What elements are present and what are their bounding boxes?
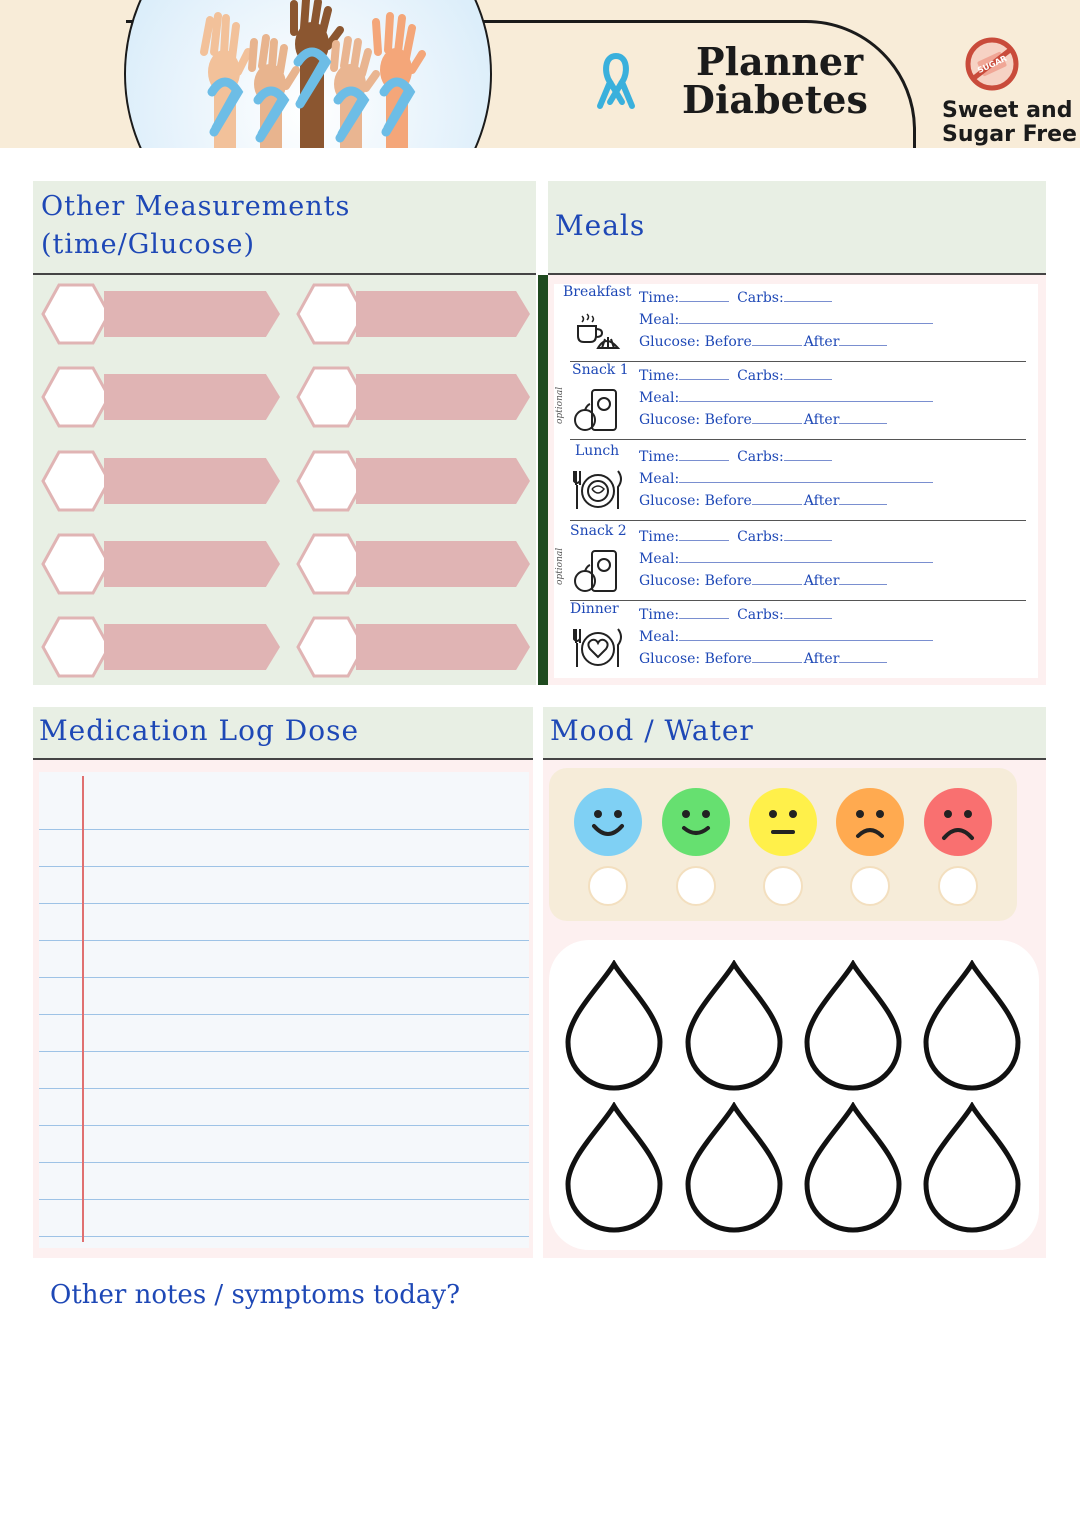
- mood-checkbox-neutral[interactable]: [763, 866, 803, 906]
- medication-header: [33, 707, 533, 760]
- water-drop-icon[interactable]: [922, 960, 1022, 1092]
- meal-description-line[interactable]: [639, 629, 933, 645]
- coffee-croissant-icon: [572, 308, 624, 354]
- lined-paper[interactable]: [39, 772, 529, 1248]
- meal-name-breakfast: Breakfast: [563, 284, 632, 300]
- raised-hands-illustration: [124, 0, 492, 148]
- tagline-line1: Sweet and: [942, 98, 1073, 123]
- paper-rule-line: [39, 1162, 529, 1163]
- glucose-value-field[interactable]: [104, 291, 280, 337]
- meal-time-carbs-line[interactable]: [639, 607, 832, 623]
- measurements-title-line2: (time/Glucose): [41, 229, 256, 260]
- mood-checkbox-very-sad[interactable]: [938, 866, 978, 906]
- carbs-label: Carbs:: [737, 529, 784, 545]
- time-label: Time:: [639, 449, 680, 465]
- glucose-before-label: Glucose: Before: [639, 334, 752, 350]
- time-hexagon[interactable]: [41, 366, 111, 428]
- paper-rule-line: [39, 940, 529, 941]
- time-hexagon[interactable]: [296, 283, 366, 345]
- paper-rule-line: [39, 1014, 529, 1015]
- meal-description-line[interactable]: [639, 471, 933, 487]
- glucose-value-field[interactable]: [356, 458, 530, 504]
- after-label: After: [803, 573, 840, 589]
- plate-fork-icon: [572, 467, 624, 513]
- glucose-value-field[interactable]: [104, 374, 280, 420]
- paper-rule-line: [39, 1125, 529, 1126]
- raised-hands-icon: [204, 0, 422, 148]
- meal-time-carbs-line[interactable]: [639, 449, 832, 465]
- glucose-value-field[interactable]: [104, 624, 280, 670]
- water-drop-icon[interactable]: [684, 1102, 784, 1234]
- after-label: After: [803, 493, 840, 509]
- carbs-label: Carbs:: [737, 449, 784, 465]
- meal-label: Meal:: [639, 551, 680, 567]
- mood-checkbox-very-happy[interactable]: [588, 866, 628, 906]
- meal-glucose-line[interactable]: [639, 651, 887, 667]
- paper-margin-line: [82, 776, 84, 1242]
- title-planner: Planner: [696, 39, 864, 84]
- mood-water-header: [543, 707, 1046, 760]
- mood-face-very-sad-icon[interactable]: [924, 788, 992, 856]
- carbs-label: Carbs:: [737, 290, 784, 306]
- time-label: Time:: [639, 290, 680, 306]
- time-hexagon[interactable]: [41, 450, 111, 512]
- water-drop-icon[interactable]: [684, 960, 784, 1092]
- mood-checkbox-sad[interactable]: [850, 866, 890, 906]
- time-label: Time:: [639, 607, 680, 623]
- meal-divider: [570, 361, 1026, 362]
- apple-snack-icon: [572, 386, 624, 432]
- meal-glucose-line[interactable]: [639, 573, 887, 589]
- no-sugar-icon: [962, 34, 1022, 94]
- meal-glucose-line[interactable]: [639, 334, 887, 350]
- time-hexagon[interactable]: [296, 450, 366, 512]
- paper-rule-line: [39, 1051, 529, 1052]
- paper-rule-line: [39, 1199, 529, 1200]
- glucose-before-label: Glucose: Before: [639, 573, 752, 589]
- time-hexagon[interactable]: [296, 533, 366, 595]
- optional-label: optional: [555, 386, 565, 424]
- carbs-label: Carbs:: [737, 607, 784, 623]
- meal-description-line[interactable]: [639, 551, 933, 567]
- optional-label: optional: [555, 547, 565, 585]
- glucose-value-field[interactable]: [356, 624, 530, 670]
- water-drop-icon[interactable]: [564, 1102, 664, 1234]
- meal-label: Meal:: [639, 629, 680, 645]
- paper-rule-line: [39, 1088, 529, 1089]
- meal-time-carbs-line[interactable]: [639, 529, 832, 545]
- time-label: Time:: [639, 368, 680, 384]
- after-label: After: [803, 412, 840, 428]
- meal-description-line[interactable]: [639, 390, 933, 406]
- meal-label: Meal:: [639, 471, 680, 487]
- meal-name-snack-2: Snack 2: [570, 523, 627, 539]
- notes-area[interactable]: [40, 1330, 1040, 1510]
- water-drop-icon[interactable]: [803, 1102, 903, 1234]
- paper-rule-line: [39, 829, 529, 830]
- mood-face-sad-icon[interactable]: [836, 788, 904, 856]
- meal-glucose-line[interactable]: [639, 493, 887, 509]
- heart-plate-icon: [572, 625, 624, 671]
- measurements-header: [33, 181, 536, 275]
- meal-glucose-line[interactable]: [639, 412, 887, 428]
- glucose-value-field[interactable]: [356, 541, 530, 587]
- after-label: After: [803, 334, 840, 350]
- measurements-title-line1: Other Measurements: [41, 191, 351, 222]
- paper-rule-line: [39, 977, 529, 978]
- meals-title: Meals: [555, 209, 646, 242]
- time-hexagon[interactable]: [41, 616, 111, 678]
- mood-checkbox-happy[interactable]: [676, 866, 716, 906]
- glucose-value-field[interactable]: [104, 541, 280, 587]
- title-diabetes: Diabetes: [682, 77, 868, 122]
- meal-name-snack-1: Snack 1: [572, 362, 629, 378]
- time-hexagon[interactable]: [41, 283, 111, 345]
- glucose-value-field[interactable]: [104, 458, 280, 504]
- meal-divider: [570, 520, 1026, 521]
- glucose-value-field[interactable]: [356, 374, 530, 420]
- awareness-ribbon-icon: [596, 52, 636, 112]
- meal-description-line[interactable]: [639, 312, 933, 328]
- meal-divider: [570, 439, 1026, 440]
- meals-accent-bar: [538, 275, 548, 685]
- glucose-before-label: Glucose: Before: [639, 651, 752, 667]
- no-sugar-badge-text: SUGAR: [976, 53, 1009, 76]
- water-drop-icon[interactable]: [564, 960, 664, 1092]
- carbs-label: Carbs:: [737, 368, 784, 384]
- apple-snack-icon: [572, 547, 624, 593]
- notes-prompt: Other notes / symptoms today?: [50, 1280, 461, 1310]
- meal-name-dinner: Dinner: [570, 601, 619, 617]
- time-label: Time:: [639, 529, 680, 545]
- glucose-before-label: Glucose: Before: [639, 412, 752, 428]
- meals-header: [548, 181, 1046, 275]
- meal-divider: [570, 600, 1026, 601]
- water-drop-icon[interactable]: [803, 960, 903, 1092]
- meal-time-carbs-line[interactable]: [639, 368, 832, 384]
- mood-water-title: Mood / Water: [550, 714, 754, 747]
- mood-face-happy-icon[interactable]: [662, 788, 730, 856]
- paper-rule-line: [39, 903, 529, 904]
- header-banner: [0, 0, 1080, 148]
- tagline-line2: Sugar Free: [942, 122, 1077, 147]
- header-left-mask: [0, 0, 126, 148]
- paper-rule-line: [39, 1236, 529, 1237]
- time-hexagon[interactable]: [41, 533, 111, 595]
- meal-time-carbs-line[interactable]: [639, 290, 832, 306]
- time-hexagon[interactable]: [296, 366, 366, 428]
- water-drop-icon[interactable]: [922, 1102, 1022, 1234]
- meal-label: Meal:: [639, 312, 680, 328]
- glucose-value-field[interactable]: [356, 291, 530, 337]
- after-label: After: [803, 651, 840, 667]
- medication-title: Medication Log Dose: [39, 714, 360, 747]
- paper-rule-line: [39, 866, 529, 867]
- mood-face-very-happy-icon[interactable]: [574, 788, 642, 856]
- mood-face-neutral-icon[interactable]: [749, 788, 817, 856]
- meal-name-lunch: Lunch: [575, 443, 620, 459]
- meal-label: Meal:: [639, 390, 680, 406]
- glucose-before-label: Glucose: Before: [639, 493, 752, 509]
- time-hexagon[interactable]: [296, 616, 366, 678]
